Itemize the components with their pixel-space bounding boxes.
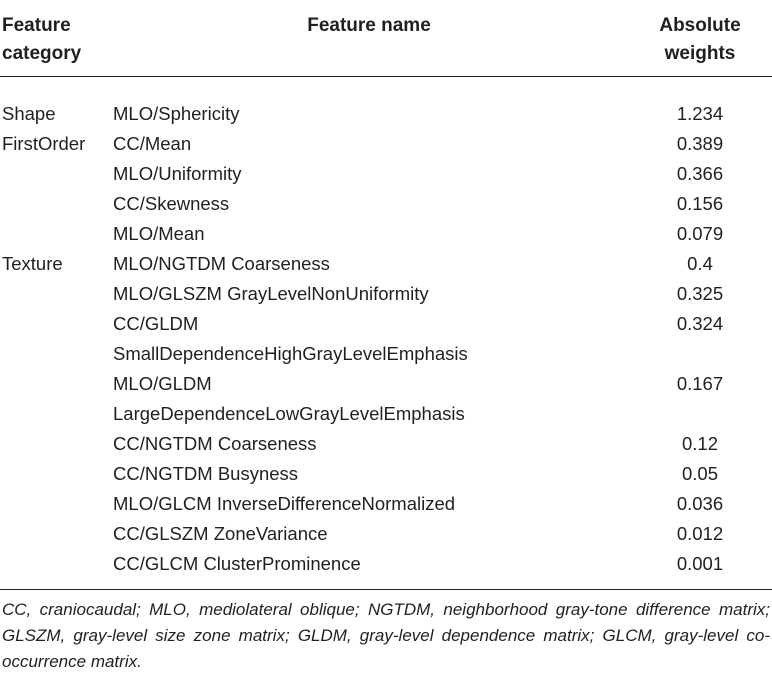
- feature-name-cell: [110, 429, 628, 459]
- table-row: [0, 159, 772, 189]
- feature-category-cell: [0, 489, 110, 519]
- table-bottom-rule: [0, 589, 772, 590]
- feature-name-cell: [110, 309, 628, 369]
- table-row: [0, 129, 772, 159]
- absolute-weight-cell: 0.012: [676, 522, 724, 544]
- feature-name-cell: [110, 459, 628, 489]
- feature-name-line: CC/GLCM ClusterProminence: [113, 552, 361, 574]
- feature-category-cell: [0, 549, 110, 587]
- table-row: [0, 189, 772, 219]
- feature-name-line: MLO/NGTDM Coarseness: [113, 252, 330, 274]
- table-footnote: CC, craniocaudal; MLO, mediolateral oblique; NGTDM, neighborhood gray-tone difference matrix; GLSZM, gray-level size zone matrix; GLDM, gray-level dependence matrix; GLCM, gray-level co-occurrence matrix.: [2, 600, 770, 671]
- feature-name-line: MLO/Sphericity: [113, 102, 240, 124]
- feature-category-cell: [0, 219, 110, 249]
- table-row: [0, 489, 772, 519]
- feature-category-cell: [0, 189, 110, 219]
- feature-name-cell: [110, 249, 628, 279]
- header-absolute-weights: [628, 0, 772, 76]
- feature-name-line: CC/NGTDM Coarseness: [113, 432, 317, 454]
- feature-name-line: MLO/GLDM: [113, 372, 212, 394]
- feature-category-cell: [0, 519, 110, 549]
- header-weight-line-1: Absolute: [659, 15, 741, 36]
- feature-category-cell: [0, 459, 110, 489]
- feature-name-line: CC/GLSZM ZoneVariance: [113, 522, 328, 544]
- feature-name-cell: [110, 189, 628, 219]
- absolute-weight-cell: 1.234: [676, 102, 724, 124]
- feature-category-cell: FirstOrder: [2, 132, 86, 154]
- absolute-weight-cell: 0.167: [676, 372, 724, 394]
- feature-category-cell: [0, 309, 110, 369]
- absolute-weight-cell: 0.366: [676, 162, 724, 184]
- header-feature-category: [0, 0, 110, 76]
- feature-category-cell: Shape: [2, 102, 56, 124]
- feature-name-cell: [110, 519, 628, 549]
- header-feature-name: Feature name: [307, 15, 431, 36]
- feature-name-line: MLO/GLCM InverseDifferenceNormalized: [113, 492, 456, 514]
- table-row: [0, 519, 772, 549]
- table-row: [0, 249, 772, 279]
- absolute-weight-cell: 0.156: [676, 192, 724, 214]
- absolute-weight-cell: 0.001: [676, 552, 724, 574]
- table-body: [0, 76, 772, 587]
- table-row: [0, 309, 772, 369]
- absolute-weight-cell: 0.325: [676, 282, 724, 304]
- feature-name-line: CC/NGTDM Busyness: [113, 462, 299, 484]
- feature-name-cell: [110, 489, 628, 519]
- absolute-weight-cell: 0.036: [676, 492, 724, 514]
- header-row: [0, 0, 772, 76]
- feature-name-cell: [110, 369, 628, 429]
- feature-name-cell: [110, 219, 628, 249]
- feature-category-cell: [0, 159, 110, 189]
- header-category-line-1: Feature: [2, 15, 71, 36]
- feature-name-line: MLO/GLSZM GrayLevelNonUniformity: [113, 282, 429, 304]
- table-row: [0, 219, 772, 249]
- feature-category-cell: [0, 429, 110, 459]
- absolute-weight-cell: 0.05: [681, 462, 718, 484]
- feature-name-line: MLO/Uniformity: [113, 162, 242, 184]
- table-row: [0, 369, 772, 429]
- feature-name-line: CC/Mean: [113, 132, 192, 154]
- table-row: [0, 429, 772, 459]
- feature-name-cell: [110, 76, 628, 129]
- feature-name-cell: [110, 159, 628, 189]
- feature-name-line: MLO/Mean: [113, 222, 205, 244]
- feature-name-line: CC/GLDM: [113, 312, 199, 334]
- absolute-weight-cell: 0.4: [687, 252, 713, 274]
- absolute-weight-cell: 0.389: [676, 132, 724, 154]
- feature-name-cell: [110, 129, 628, 159]
- feature-name-line: SmallDependenceHighGrayLevelEmphasis: [113, 342, 468, 364]
- absolute-weight-cell: 0.079: [676, 222, 724, 244]
- table-header: [0, 0, 772, 76]
- feature-category-cell: Texture: [2, 252, 63, 274]
- table-row: [0, 459, 772, 489]
- feature-name-line: CC/Skewness: [113, 192, 230, 214]
- header-weight-line-2: weights: [664, 43, 736, 64]
- feature-name-cell: [110, 549, 628, 587]
- feature-name-line: LargeDependenceLowGrayLevelEmphasis: [113, 402, 465, 424]
- table-row: [0, 279, 772, 309]
- table-row: [0, 549, 772, 587]
- feature-category-cell: [0, 369, 110, 429]
- feature-category-cell: [0, 279, 110, 309]
- absolute-weight-cell: 0.12: [681, 432, 718, 454]
- absolute-weight-cell: 0.324: [676, 312, 724, 334]
- header-category-line-2: category: [2, 43, 82, 64]
- feature-name-cell: [110, 279, 628, 309]
- table-row: [0, 76, 772, 129]
